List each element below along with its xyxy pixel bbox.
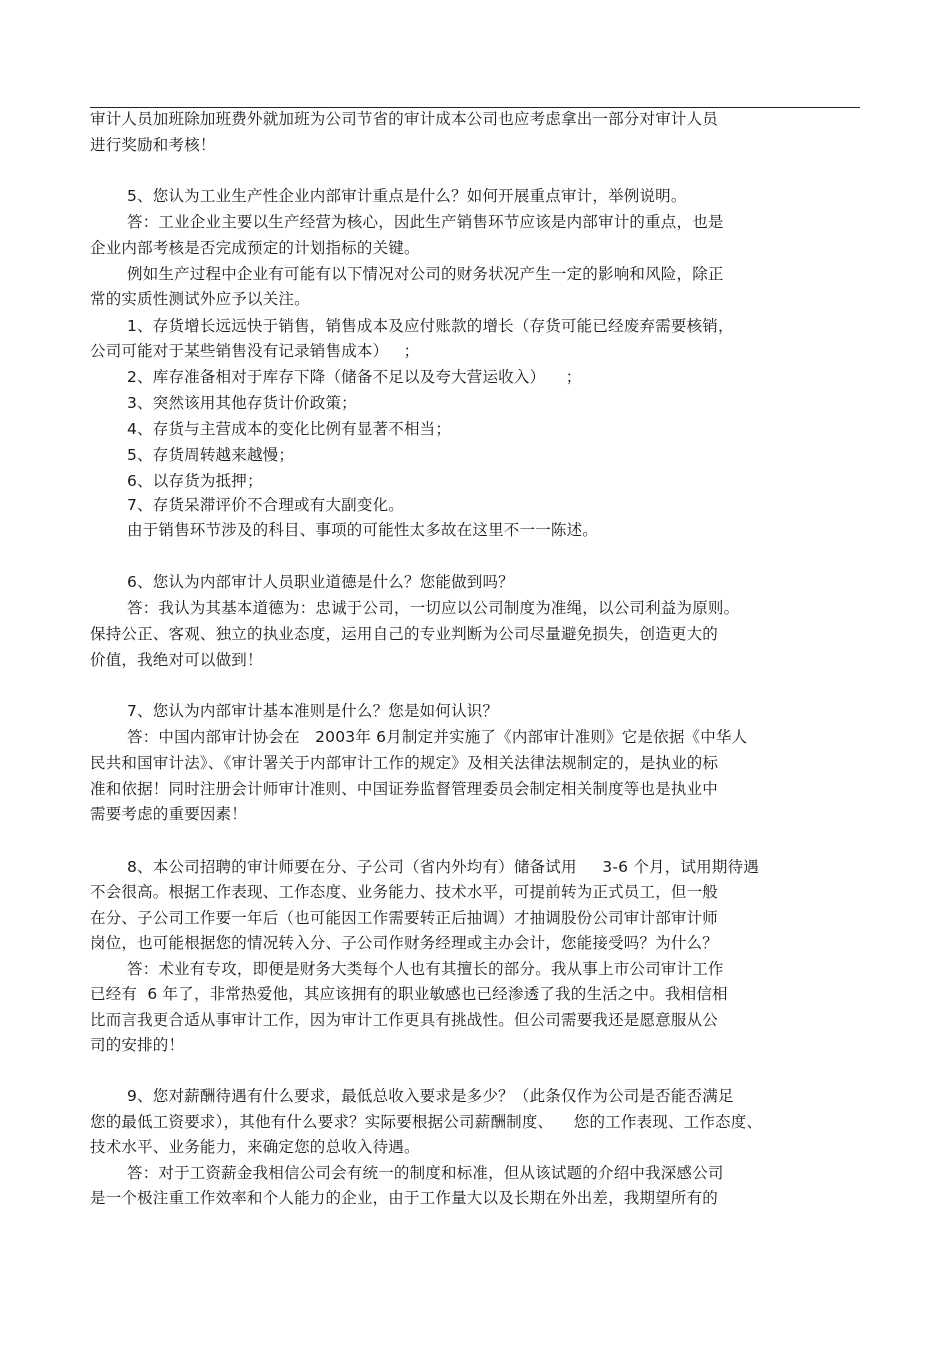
text-line: 7、您认为内部审计基本准则是什么？您是如何认识？ <box>127 702 499 720</box>
text-line: 岗位，也可能根据您的情况转入分、子公司作财务经理或主办会计，您能接受吗？为什么？ <box>90 934 719 952</box>
text-line: 您的最低工资要求），其他有什么要求？实际要根据公司薪酬制度、 您的工作表现、工作态度、 <box>90 1113 763 1131</box>
text-line: 5、您认为工业生产性企业内部审计重点是什么？如何开展重点审计，举例说明。 <box>127 187 687 205</box>
text-line: 审计人员加班除加班费外就加班为公司节省的审计成本公司也应考虑拿出一部分对审计人员 <box>90 110 719 128</box>
text-line: 9、您对薪酬待遇有什么要求，最低总收入要求是多少？（此条仅作为公司是否能否满足 <box>127 1087 734 1105</box>
text-line: 民共和国审计法》、《审计署关于内部审计工作的规定》及相关法律法规制定的，是执业的标 <box>90 754 719 772</box>
text-line: 常的实质性测试外应予以关注。 <box>90 290 310 308</box>
text-line: 5、存货周转越来越慢； <box>127 446 295 464</box>
text-line: 答：对于工资薪金我相信公司会有统一的制度和标准，但从该试题的介绍中我深感公司 <box>127 1164 724 1182</box>
text-line: 由于销售环节涉及的科目、事项的可能性太多故在这里不一一陈述。 <box>127 521 599 539</box>
text-line: 企业内部考核是否完成预定的计划指标的关键。 <box>90 239 420 257</box>
text-line: 准和依据！同时注册会计师审计准则、中国证券监督管理委员会制定相关制度等也是执业中 <box>90 780 719 798</box>
text-line: 6、以存货为抵押； <box>127 472 263 490</box>
header-rule <box>90 107 860 108</box>
text-line: 例如生产过程中企业有可能有以下情况对公司的财务状况产生一定的影响和风险，除正 <box>127 265 724 283</box>
text-line: 6、您认为内部审计人员职业道德是什么？您能做到吗？ <box>127 573 514 591</box>
text-line: 保持公正、客观、独立的执业态度，运用自己的专业判断为公司尽量避免损失，创造更大的 <box>90 625 719 643</box>
text-line: 价值，我绝对可以做到！ <box>90 651 263 669</box>
text-line: 在分、子公司工作要一年后（也可能因工作需要转正后抽调）才抽调股份公司审计部审计师 <box>90 909 719 927</box>
text-line: 公司可能对于某些销售没有记录销售成本） ； <box>90 342 420 360</box>
text-line: 8、本公司招聘的审计师要在分、子公司（省内外均有）储备试用 3-6 个月，试用期待遇 <box>127 858 759 876</box>
text-line: 答：术业有专攻，即便是财务大类每个人也有其擅长的部分。我从事上市公司审计工作 <box>127 960 724 978</box>
text-line: 司的安排的！ <box>90 1036 185 1054</box>
text-line: 比而言我更合适从事审计工作，因为审计工作更具有挑战性。但公司需要我还是愿意服从公 <box>90 1011 719 1029</box>
text-line: 是一个极注重工作效率和个人能力的企业，由于工作量大以及长期在外出差，我期望所有的 <box>90 1189 719 1207</box>
text-line: 答：我认为其基本道德为：忠诚于公司，一切应以公司制度为准绳，以公司利益为原则。 <box>127 599 740 617</box>
text-line: 3、突然该用其他存货计价政策； <box>127 394 357 412</box>
text-line: 技术水平、业务能力，来确定您的总收入待遇。 <box>90 1138 420 1156</box>
text-line: 2、库存准备相对于库存下降（储备不足以及夸大营运收入） ； <box>127 368 582 386</box>
text-line: 已经有 6 年了，非常热爱他，其应该拥有的职业敏感也已经渗透了我的生活之中。我相信相 <box>90 985 728 1003</box>
text-line: 4、存货与主营成本的变化比例有显著不相当； <box>127 420 452 438</box>
text-line: 答：工业企业主要以生产经营为核心，因此生产销售环节应该是内部审计的重点，也是 <box>127 213 724 231</box>
text-line: 需要考虑的重要因素！ <box>90 805 248 823</box>
text-line: 7、存货呆滞评价不合理或有大副变化。 <box>127 496 404 514</box>
text-line: 1、存货增长远远快于销售，销售成本及应付账款的增长（存货可能已经废弃需要核销， <box>127 317 734 335</box>
text-line: 不会很高。根据工作表现、工作态度、业务能力、技术水平，可提前转为正式员工，但一般 <box>90 883 719 901</box>
text-line: 答：中国内部审计协会在 2003年 6月制定并实施了《内部审计准则》它是依据《中华人 <box>127 728 748 746</box>
text-line: 进行奖励和考核！ <box>90 136 216 154</box>
